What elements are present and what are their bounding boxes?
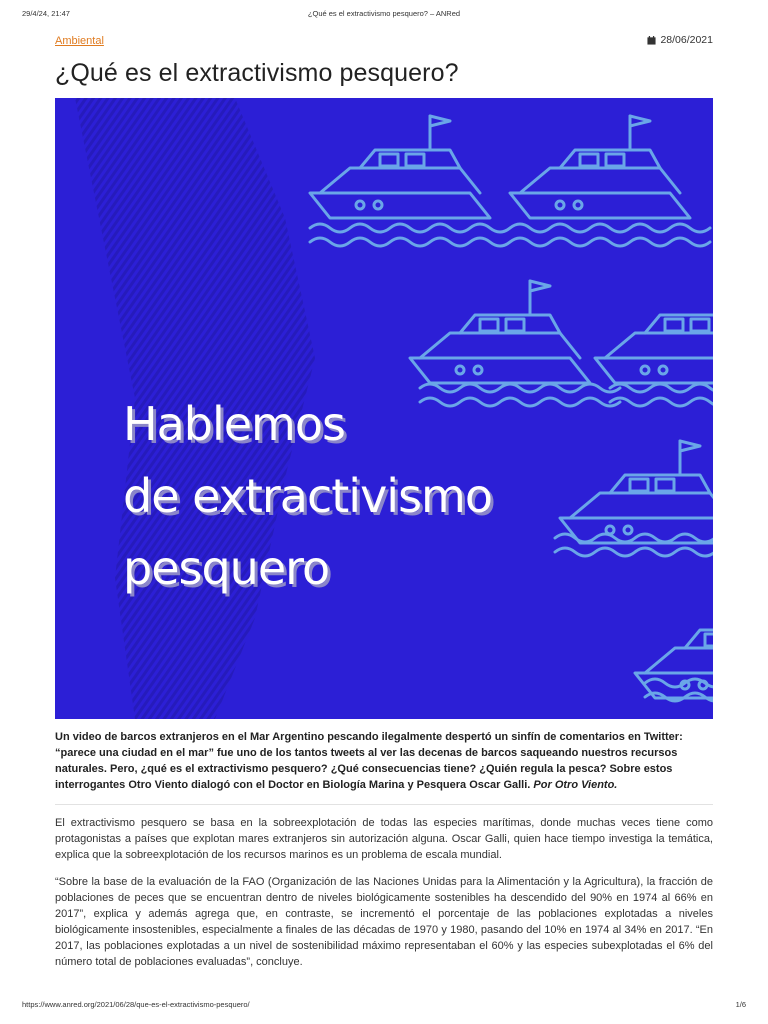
print-page-number: 1/6 — [735, 1000, 746, 1009]
lead-paragraph — [55, 729, 713, 793]
divider — [55, 804, 713, 805]
article — [55, 32, 713, 981]
byline: Por Otro Viento. — [533, 779, 618, 791]
print-url: https://www.anred.org/2021/06/28/que-es-el-extractivismo-pesquero/ — [22, 1000, 250, 1009]
print-page-title: ¿Qué es el extractivismo pesquero? – ANRed — [307, 9, 461, 18]
category-link[interactable]: Ambiental — [55, 35, 104, 47]
post-date — [647, 34, 713, 46]
calendar-icon — [647, 36, 656, 45]
print-datetime: 29/4/24, 21:47 — [22, 9, 70, 18]
meta-row — [55, 32, 713, 50]
hero-caption — [123, 388, 492, 604]
body-paragraph-2: “Sobre la base de la evaluación de la FAO (Organización de las Naciones Unidas para la Alimentación y la Agricultura), la fracción de poblaciones de peces que se encuentran dentro de niveles biológicamente sostenibles ha descendido del 90% en 1974 al 66% en 2017”, explica y además agrega que, en contraste, se incrementó el porcentaje de las poblaciones explotadas a niveles biológicamente insostenibles, especialmente a finales de las décadas de 1970 y 1980, pasando del 10% en 1974 al 34% en 2017. “En 2017, las poblaciones explotadas a un nivel de sostenibilidad máximo representaban el 60% y las especies subexplotadas el 6% del número total de poblaciones evaluadas”, concluye. — [55, 876, 713, 968]
print-header — [22, 9, 746, 21]
hero-image — [55, 98, 713, 719]
lead-text: Un video de barcos extranjeros en el Mar Argentino pescando ilegalmente despertó un sinfín de comentarios en Twitter: “parece una ciudad en el mar” fue uno de los tantos tweets al ver las decenas de barcos saqueando nuestros recursos naturales. Pero, ¿qué es el extractivismo pesquero? ¿Qué consecuencias tiene? ¿Quién regula la pesca? Sobre estos interrogantes Otro Viento dialogó con el Doctor en Biología Marina y Pesquera Oscar Galli. — [55, 731, 683, 791]
post-date-text: 28/06/2021 — [660, 34, 713, 46]
hero-line-1: Hablemos — [123, 397, 345, 451]
hero-line-3: pesquero — [123, 541, 330, 595]
hero-line-2: de extractivismo — [123, 469, 493, 523]
body-paragraph-1: El extractivismo pesquero se basa en la sobreexplotación de todas las especies marítimas, donde muchas veces tiene como protagonistas a países que explotan mares extranjeros sin autorización alguna. Oscar Galli, quien hace tiempo investiga la temática, explica que la sobreexplotación de los recursos marinos es un problema de escala mundial. — [55, 817, 713, 861]
article-title: ¿Qué es el extractivismo pesquero? — [55, 59, 459, 87]
print-footer — [22, 1000, 746, 1012]
